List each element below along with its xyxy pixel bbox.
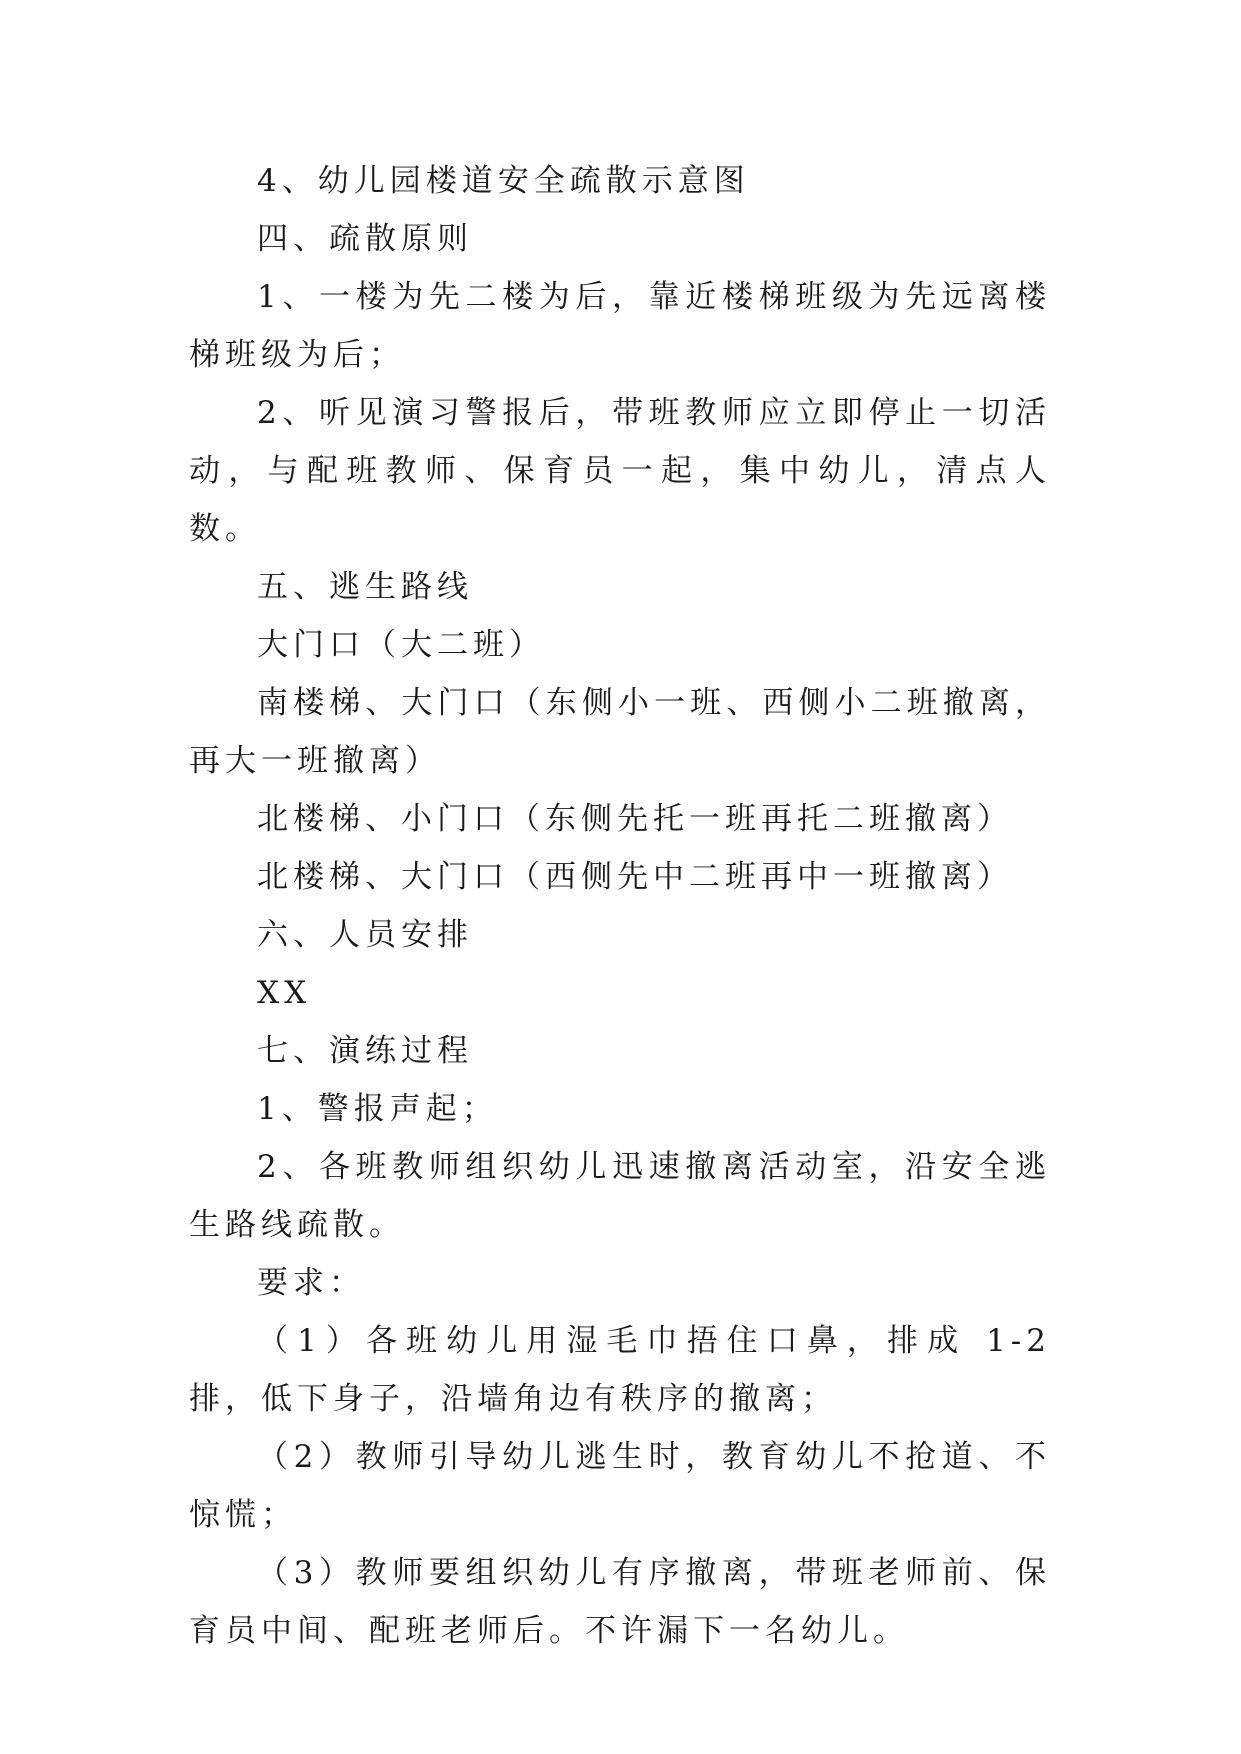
heading-staff-arrangement: 六、人员安排 xyxy=(257,917,473,953)
heading-drill-process: 七、演练过程 xyxy=(257,1033,473,1069)
paragraph-evacuation-diagram: 4、幼儿园楼道安全疏散示意图 xyxy=(257,163,750,199)
paragraph-route-main-gate: 大门口（大二班） xyxy=(257,627,545,663)
paragraph-requirement-2: （2）教师引导幼儿逃生时，教育幼儿不抢道、不惊慌； xyxy=(189,1439,1051,1533)
paragraph-requirement-1: （1）各班幼儿用湿毛巾捂住口鼻，排成 1-2 排，低下身子，沿墙角边有秩序的撤离； xyxy=(189,1323,1051,1417)
paragraph-step-2: 2、各班教师组织幼儿迅速撤离活动室，沿安全逃生路线疏散。 xyxy=(189,1149,1051,1243)
paragraph-requirement-3: （3）教师要组织幼儿有序撤离，带班老师前、保育员中间、配班老师后。不许漏下一名幼儿。 xyxy=(189,1555,1051,1649)
heading-evacuation-principles: 四、疏散原则 xyxy=(257,221,473,257)
paragraph-route-north-stairs-small-gate: 北楼梯、小门口（东侧先托一班再托二班撤离） xyxy=(257,801,1013,837)
paragraph-route-north-stairs-main-gate: 北楼梯、大门口（西侧先中二班再中一班撤离） xyxy=(257,859,1013,895)
document-body xyxy=(189,152,1051,1660)
heading-requirements: 要求： xyxy=(257,1265,365,1301)
paragraph-route-south-stairs: 南楼梯、大门口（东侧小一班、西侧小二班撤离，再大一班撤离） xyxy=(189,685,1051,779)
heading-escape-routes: 五、逃生路线 xyxy=(257,569,473,605)
paragraph-principle-1: 1、一楼为先二楼为后，靠近楼梯班级为先远离楼梯班级为后； xyxy=(189,279,1051,373)
paragraph-staff-placeholder: XX xyxy=(257,975,312,1011)
paragraph-step-1: 1、警报声起； xyxy=(257,1091,498,1127)
paragraph-principle-2: 2、听见演习警报后，带班教师应立即停止一切活动，与配班教师、保育员一起，集中幼儿，清点人数。 xyxy=(189,395,1051,547)
